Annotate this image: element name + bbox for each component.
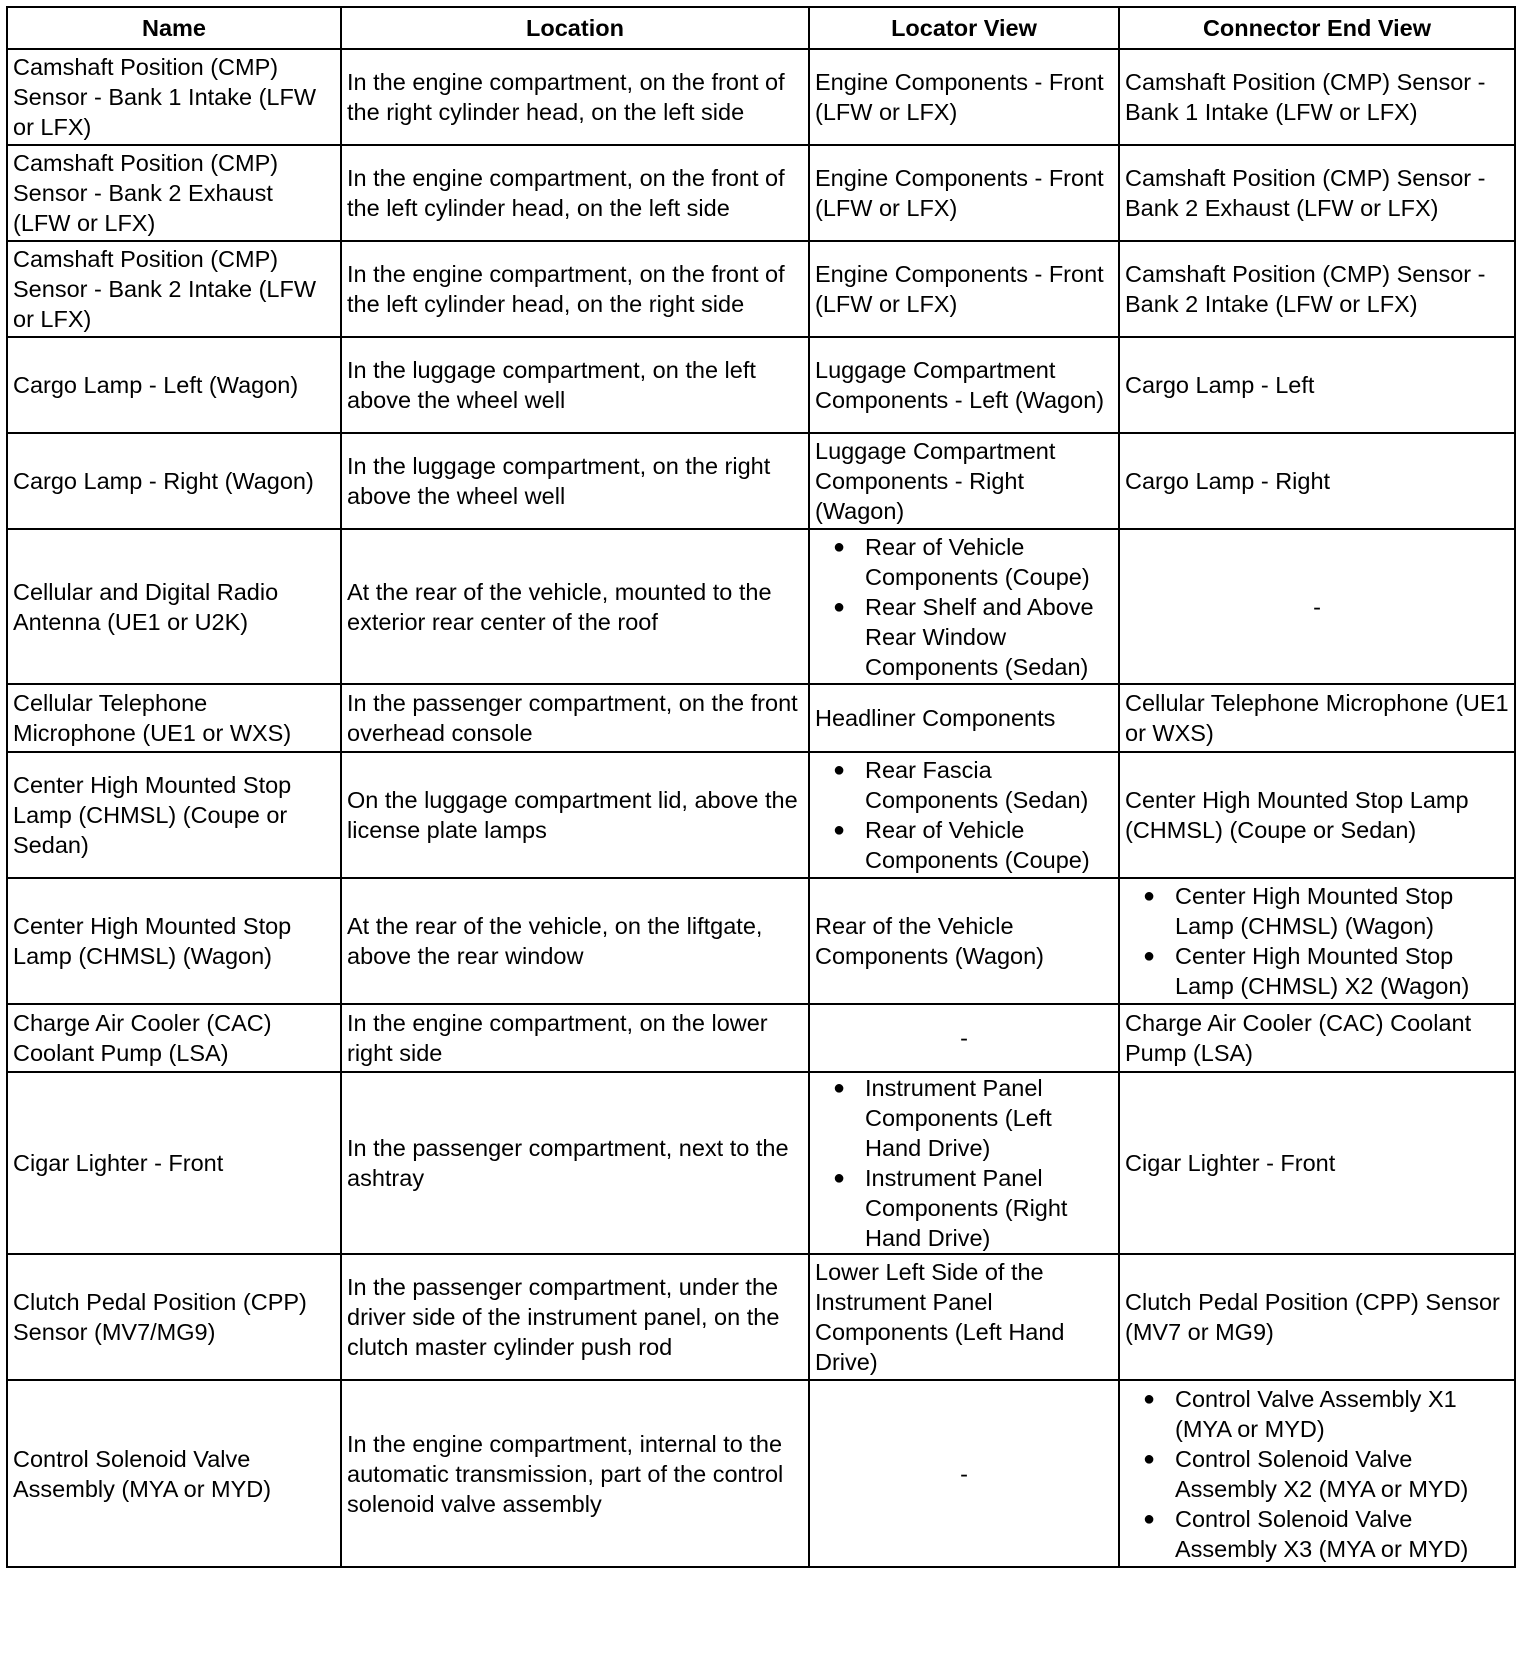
table-row xyxy=(7,433,1515,529)
locator-text: Engine Components - Front (LFW or LFX) xyxy=(815,261,1104,317)
location-cell: In the luggage compartment, on the left above the wheel well xyxy=(341,337,809,433)
header-name: Name xyxy=(7,7,341,49)
location-cell: In the engine compartment, on the front of the right cylinder head, on the left side xyxy=(341,49,809,145)
name-cell: Camshaft Position (CMP) Sensor - Bank 2 Intake (LFW or LFX) xyxy=(7,241,341,337)
table-row xyxy=(7,337,1515,433)
connector-bullet-list xyxy=(1125,881,1509,1001)
name-cell: Charge Air Cooler (CAC) Coolant Pump (LSA) xyxy=(7,1004,341,1072)
locator-bullet-item: ● Instrument Panel Components (Left Hand Drive) xyxy=(815,1073,1113,1163)
table-row xyxy=(7,878,1515,1004)
locator-cell xyxy=(809,241,1119,337)
connector-cell xyxy=(1119,684,1515,752)
locator-text: Luggage Compartment Components - Right (Wagon) xyxy=(815,438,1056,524)
locator-text: Headliner Components xyxy=(815,705,1056,731)
locator-cell xyxy=(809,529,1119,684)
header-row xyxy=(7,7,1515,49)
connector-text: Cargo Lamp - Left xyxy=(1125,372,1315,398)
locator-text: Engine Components - Front (LFW or LFX) xyxy=(815,165,1104,221)
location-cell: In the engine compartment, internal to the automatic transmission, part of the control solenoid valve assembly xyxy=(341,1380,809,1567)
connector-cell xyxy=(1119,1072,1515,1254)
name-cell: Camshaft Position (CMP) Sensor - Bank 1 Intake (LFW or LFX) xyxy=(7,49,341,145)
header-connector-end-view: Connector End View xyxy=(1119,7,1515,49)
locator-text: - xyxy=(960,1025,968,1051)
connector-bullet-list xyxy=(1125,1384,1509,1564)
locator-cell xyxy=(809,433,1119,529)
location-cell: In the passenger compartment, under the driver side of the instrument panel, on the clutch master cylinder push rod xyxy=(341,1254,809,1380)
locator-bullet-item: ● Instrument Panel Components (Right Hand Drive) xyxy=(815,1163,1113,1253)
locator-bullet-list xyxy=(815,755,1113,875)
table-row xyxy=(7,145,1515,241)
table-row xyxy=(7,752,1515,878)
connector-cell xyxy=(1119,1254,1515,1380)
name-cell: Cargo Lamp - Right (Wagon) xyxy=(7,433,341,529)
connector-cell xyxy=(1119,1380,1515,1567)
location-cell: In the engine compartment, on the lower right side xyxy=(341,1004,809,1072)
name-cell: Cargo Lamp - Left (Wagon) xyxy=(7,337,341,433)
connector-cell xyxy=(1119,145,1515,241)
locator-bullet-list xyxy=(815,1073,1113,1253)
connector-bullet-item: ● Control Valve Assembly X1 (MYA or MYD) xyxy=(1125,1384,1509,1444)
location-cell: In the passenger compartment, next to the ashtray xyxy=(341,1072,809,1254)
locator-cell xyxy=(809,1380,1119,1567)
locator-cell xyxy=(809,878,1119,1004)
name-cell: Clutch Pedal Position (CPP) Sensor (MV7/MG9) xyxy=(7,1254,341,1380)
connector-cell xyxy=(1119,433,1515,529)
connector-cell xyxy=(1119,49,1515,145)
connector-text: Cellular Telephone Microphone (UE1 or WXS) xyxy=(1125,690,1509,746)
connector-bullet-item: ● Center High Mounted Stop Lamp (CHMSL) X2 (Wagon) xyxy=(1125,941,1509,1001)
locator-bullet-item: ● Rear Fascia Components (Sedan) xyxy=(815,755,1113,815)
locator-cell xyxy=(809,1004,1119,1072)
component-locator-table xyxy=(6,6,1516,1568)
table-row xyxy=(7,529,1515,684)
locator-bullet-item: ● Rear of Vehicle Components (Coupe) xyxy=(815,532,1113,592)
connector-cell xyxy=(1119,337,1515,433)
locator-text: Rear of the Vehicle Components (Wagon) xyxy=(815,913,1045,969)
location-cell: In the passenger compartment, on the front overhead console xyxy=(341,684,809,752)
name-cell: Cellular Telephone Microphone (UE1 or WXS) xyxy=(7,684,341,752)
location-cell: In the luggage compartment, on the right above the wheel well xyxy=(341,433,809,529)
connector-cell xyxy=(1119,241,1515,337)
locator-cell xyxy=(809,49,1119,145)
table-row xyxy=(7,1380,1515,1567)
locator-cell xyxy=(809,1072,1119,1254)
component-locator-page xyxy=(6,6,1516,1568)
name-cell: Center High Mounted Stop Lamp (CHMSL) (Wagon) xyxy=(7,878,341,1004)
connector-bullet-item: ● Control Solenoid Valve Assembly X3 (MYA or MYD) xyxy=(1125,1504,1509,1564)
locator-text: - xyxy=(960,1460,968,1487)
name-cell: Cigar Lighter - Front xyxy=(7,1072,341,1254)
location-cell: At the rear of the vehicle, on the liftgate, above the rear window xyxy=(341,878,809,1004)
connector-text: Clutch Pedal Position (CPP) Sensor (MV7 or MG9) xyxy=(1125,1289,1500,1345)
locator-cell xyxy=(809,684,1119,752)
table-row xyxy=(7,1254,1515,1380)
connector-text: Cigar Lighter - Front xyxy=(1125,1150,1336,1176)
connector-cell xyxy=(1119,1004,1515,1072)
connector-bullet-item: ● Control Solenoid Valve Assembly X2 (MYA or MYD) xyxy=(1125,1444,1509,1504)
name-cell: Center High Mounted Stop Lamp (CHMSL) (Coupe or Sedan) xyxy=(7,752,341,878)
locator-cell xyxy=(809,337,1119,433)
connector-text: Cargo Lamp - Right xyxy=(1125,468,1331,494)
connector-text: - xyxy=(1313,593,1321,620)
locator-cell xyxy=(809,1254,1119,1380)
table-row xyxy=(7,1072,1515,1254)
locator-bullet-list xyxy=(815,532,1113,682)
connector-cell xyxy=(1119,878,1515,1004)
table-row xyxy=(7,684,1515,752)
table-row xyxy=(7,241,1515,337)
location-cell: In the engine compartment, on the front of the left cylinder head, on the right side xyxy=(341,241,809,337)
connector-text: Camshaft Position (CMP) Sensor - Bank 1 Intake (LFW or LFX) xyxy=(1125,69,1486,125)
table-body xyxy=(7,49,1515,1567)
locator-bullet-item: ● Rear of Vehicle Components (Coupe) xyxy=(815,815,1113,875)
header-locator-view: Locator View xyxy=(809,7,1119,49)
locator-cell xyxy=(809,145,1119,241)
locator-text: Engine Components - Front (LFW or LFX) xyxy=(815,69,1104,125)
connector-cell xyxy=(1119,529,1515,684)
locator-bullet-item: ● Rear Shelf and Above Rear Window Components (Sedan) xyxy=(815,592,1113,682)
locator-cell xyxy=(809,752,1119,878)
name-cell: Camshaft Position (CMP) Sensor - Bank 2 Exhaust (LFW or LFX) xyxy=(7,145,341,241)
table-row xyxy=(7,49,1515,145)
locator-text: Luggage Compartment Components - Left (Wagon) xyxy=(815,357,1105,413)
connector-text: Charge Air Cooler (CAC) Coolant Pump (LSA) xyxy=(1125,1010,1472,1066)
connector-text: Camshaft Position (CMP) Sensor - Bank 2 Intake (LFW or LFX) xyxy=(1125,261,1486,317)
header-location: Location xyxy=(341,7,809,49)
location-cell: On the luggage compartment lid, above the license plate lamps xyxy=(341,752,809,878)
location-cell: At the rear of the vehicle, mounted to the exterior rear center of the roof xyxy=(341,529,809,684)
locator-text: Lower Left Side of the Instrument Panel Components (Left Hand Drive) xyxy=(815,1259,1065,1375)
connector-text: Camshaft Position (CMP) Sensor - Bank 2 Exhaust (LFW or LFX) xyxy=(1125,165,1486,221)
connector-bullet-item: ● Center High Mounted Stop Lamp (CHMSL) (Wagon) xyxy=(1125,881,1509,941)
table-row xyxy=(7,1004,1515,1072)
location-cell: In the engine compartment, on the front of the left cylinder head, on the left side xyxy=(341,145,809,241)
name-cell: Control Solenoid Valve Assembly (MYA or MYD) xyxy=(7,1380,341,1567)
connector-text: Center High Mounted Stop Lamp (CHMSL) (Coupe or Sedan) xyxy=(1125,787,1469,843)
name-cell: Cellular and Digital Radio Antenna (UE1 or U2K) xyxy=(7,529,341,684)
connector-cell xyxy=(1119,752,1515,878)
